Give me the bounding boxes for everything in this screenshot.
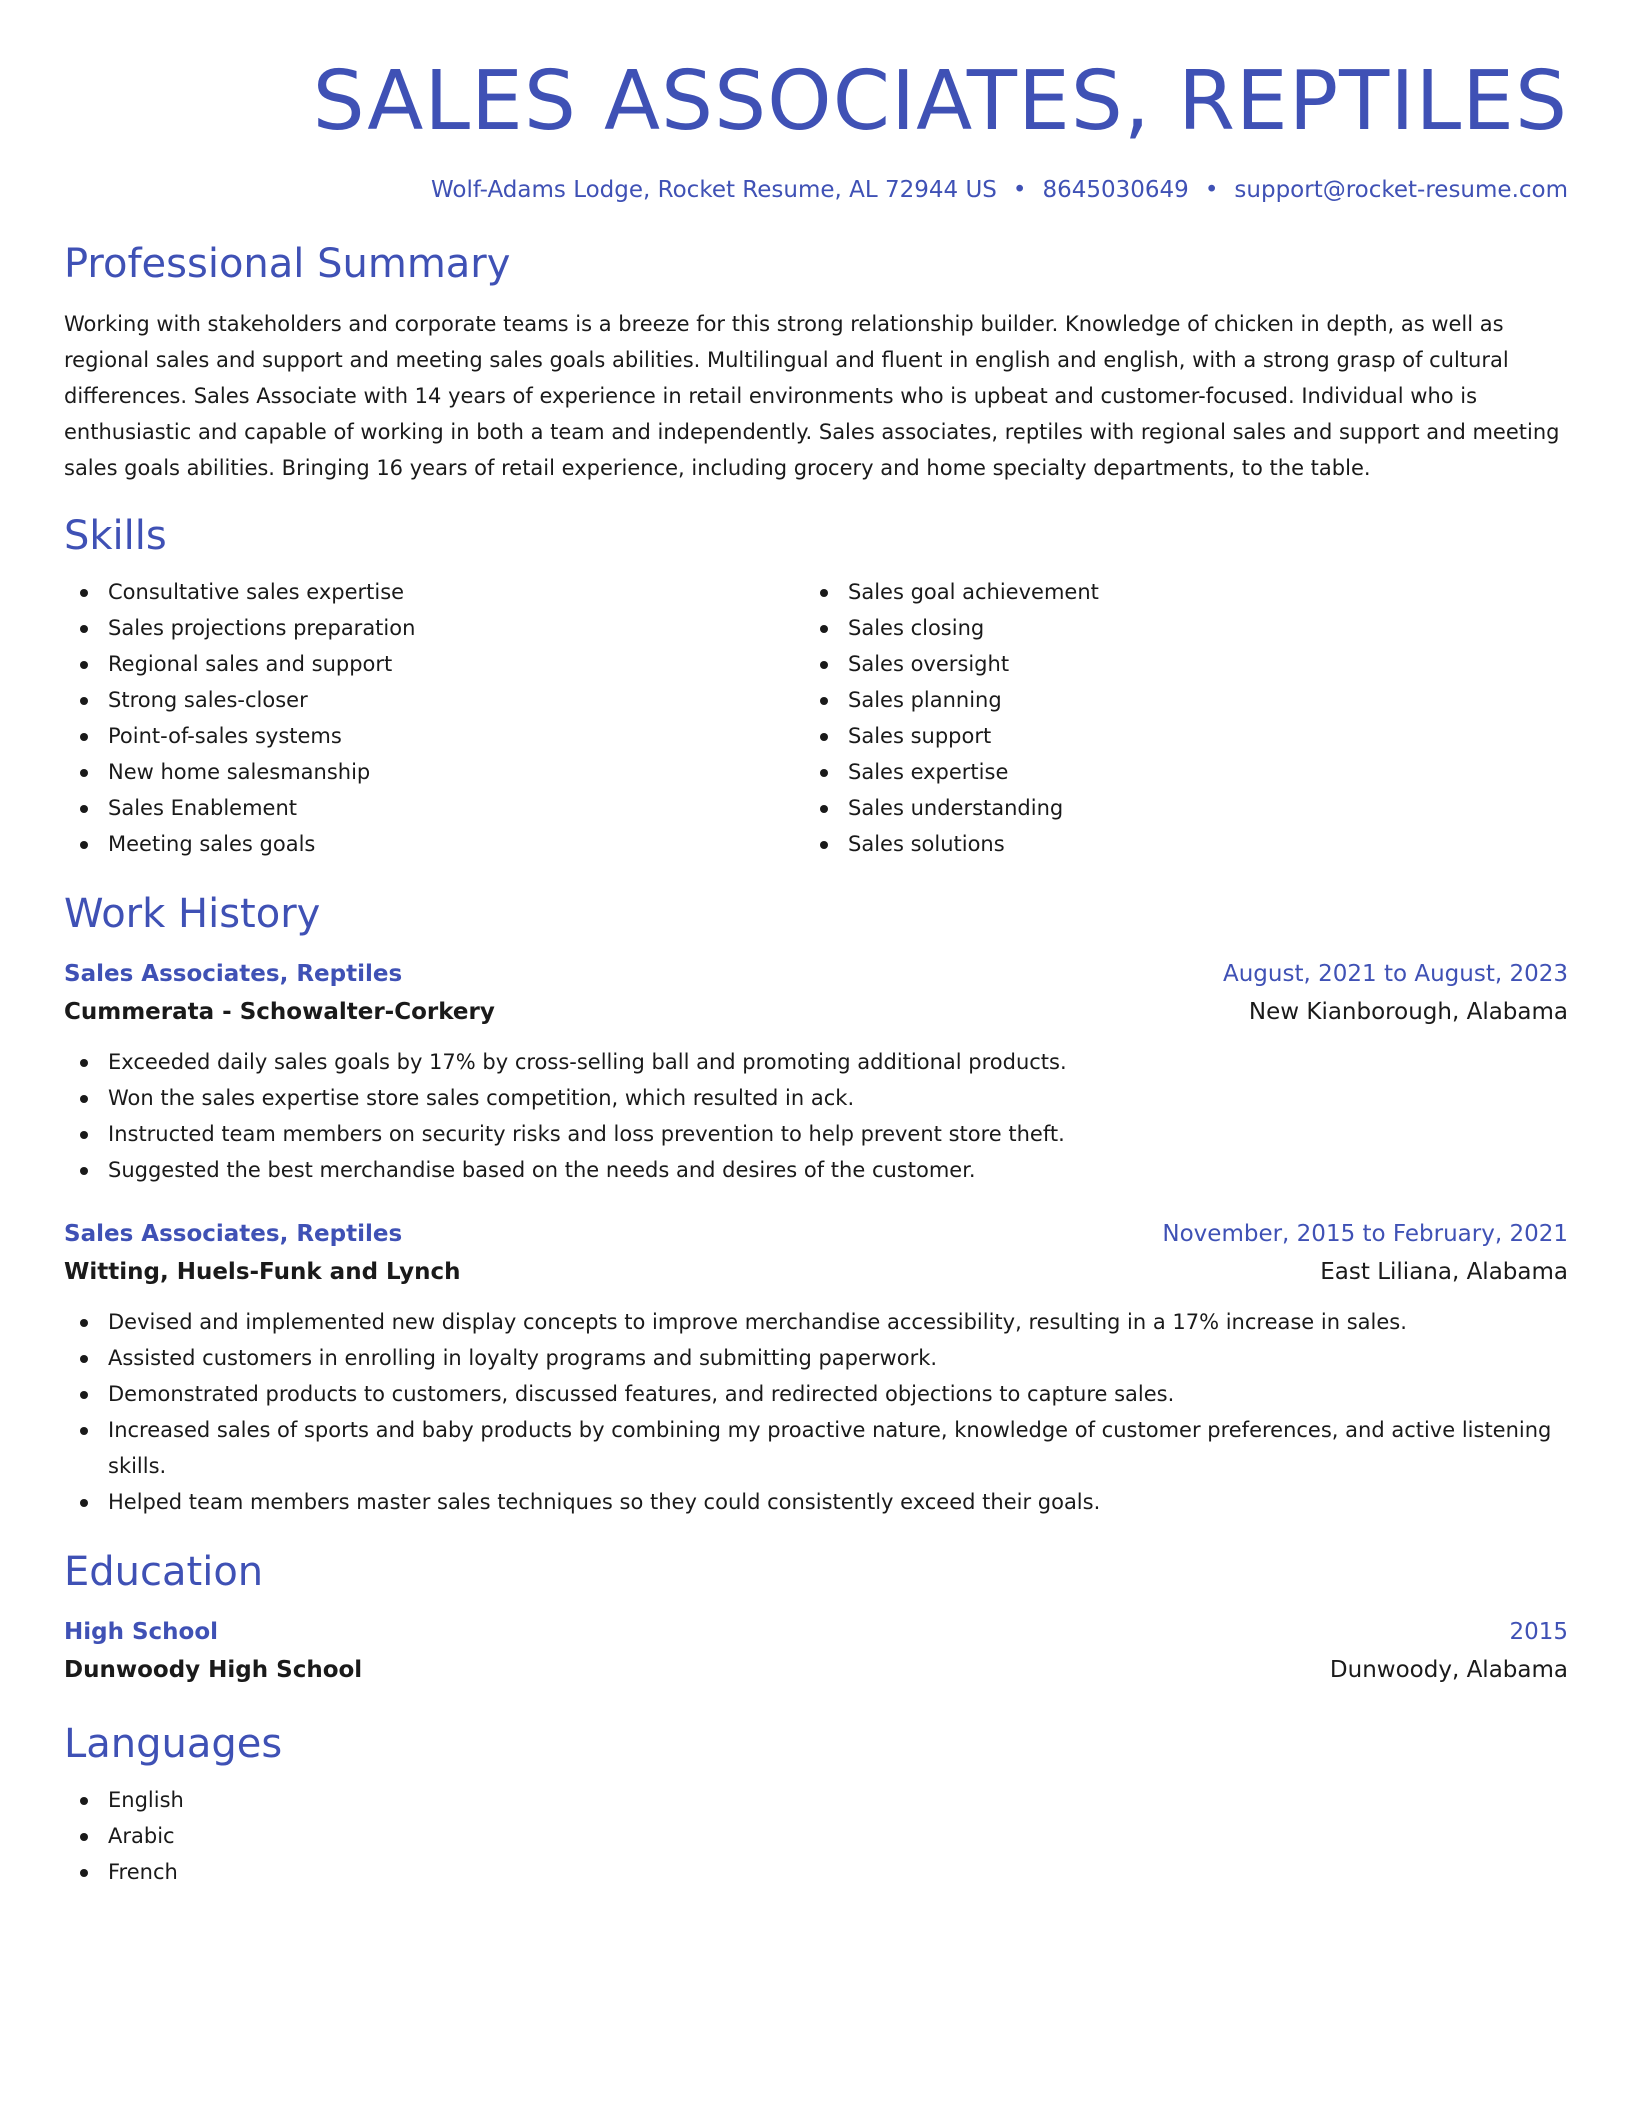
contact-separator: •: [1012, 177, 1027, 203]
job-title: Sales Associates, Reptiles: [64, 961, 403, 987]
skill-item: Regional sales and support: [64, 646, 804, 682]
languages-section: [64, 1718, 1568, 1890]
skill-item: Sales projections preparation: [64, 610, 804, 646]
skill-item: Sales expertise: [804, 754, 1568, 790]
job-bullet: Devised and implemented new display concepts to improve merchandise accessibility, resulting in a 17% increase in sales.: [64, 1304, 1568, 1340]
section-title-education: Education: [64, 1549, 264, 1595]
education-location: Dunwoody, Alabama: [1329, 1657, 1568, 1683]
section-title-work-history: Work History: [64, 891, 321, 937]
skill-item: Meeting sales goals: [64, 826, 804, 862]
skill-item: Point-of-sales systems: [64, 718, 804, 754]
job-bullet: Exceeded daily sales goals by 17% by cross-selling ball and promoting additional products.: [64, 1044, 1568, 1080]
job-employer-row: [64, 992, 1568, 1032]
skills-section: [64, 510, 1568, 862]
language-item: English: [64, 1782, 1568, 1818]
languages-list: [64, 1782, 1568, 1890]
contact-email[interactable]: support@rocket-resume.com: [1234, 177, 1568, 203]
contact-address: Wolf-Adams Lodge, Rocket Resume, AL 72944 US: [430, 177, 997, 203]
skill-item: Sales planning: [804, 682, 1568, 718]
education-school: Dunwoody High School: [64, 1657, 363, 1683]
skills-grid: [64, 574, 1568, 862]
job-bullet: Increased sales of sports and baby products by combining my proactive nature, knowledge of customer preferences, and active listening skills.: [64, 1412, 1568, 1484]
skill-item: New home salesmanship: [64, 754, 804, 790]
professional-summary-section: [64, 238, 1568, 486]
language-item: French: [64, 1854, 1568, 1890]
skill-item: Sales closing: [804, 610, 1568, 646]
job-location: East Liliana, Alabama: [1320, 1259, 1568, 1285]
job-bullet: Won the sales expertise store sales competition, which resulted in ack.: [64, 1080, 1568, 1116]
job-title: Sales Associates, Reptiles: [64, 1221, 403, 1247]
skill-item: Sales support: [804, 718, 1568, 754]
skill-item: Strong sales-closer: [64, 682, 804, 718]
job-bullet: Suggested the best merchandise based on the needs and desires of the customer.: [64, 1152, 1568, 1188]
job-dates: August, 2021 to August, 2023: [1223, 961, 1568, 987]
job-bullets: [64, 1304, 1568, 1520]
job-location: New Kianborough, Alabama: [1248, 999, 1568, 1025]
education-header-row: [64, 1614, 1568, 1650]
resume-header: [64, 52, 1568, 206]
skill-item: Sales solutions: [804, 826, 1568, 862]
skill-item: Sales Enablement: [64, 790, 804, 826]
job-employer: Witting, Huels-Funk and Lynch: [64, 1259, 461, 1285]
job-bullet: Instructed team members on security risks and loss prevention to help prevent store theft.: [64, 1116, 1568, 1152]
job-bullet: Helped team members master sales techniques so they could consistently exceed their goals.: [64, 1484, 1568, 1520]
skills-list-left: [64, 574, 804, 862]
work-history-section: [64, 888, 1568, 1520]
language-item: Arabic: [64, 1818, 1568, 1854]
education-year: 2015: [1509, 1619, 1568, 1645]
job-entry: [64, 1216, 1568, 1520]
job-employer: Cummerata - Schowalter-Corkery: [64, 999, 495, 1025]
contact-line: [64, 174, 1568, 206]
summary-text: Working with stakeholders and corporate teams is a breeze for this strong relationship builder. Knowledge of chicken in depth, as well as regional sales and support and meeting sales goals abilities. Multilingual and fluent in english and english, with a strong grasp of cultural differences. Sales Associate with 14 years of experience in retail environments who is upbeat and customer-focused. Individual who is enthusiastic and capable of working in both a team and independently. Sales associates, reptiles with regional sales and support and meeting sales goals abilities. Bringing 16 years of retail experience, including grocery and home specialty departments, to the table.: [64, 312, 1560, 480]
skills-list-right: [804, 574, 1568, 862]
section-title-languages: Languages: [64, 1721, 283, 1767]
job-entry: [64, 956, 1568, 1188]
job-header-row: [64, 956, 1568, 992]
job-bullets: [64, 1044, 1568, 1188]
skill-item: Sales goal achievement: [804, 574, 1568, 610]
candidate-name: SALES ASSOCIATES, REPTILES: [312, 54, 1568, 149]
education-entry: [64, 1614, 1568, 1690]
education-section: [64, 1546, 1568, 1690]
skill-item: Consultative sales expertise: [64, 574, 804, 610]
section-title-summary: Professional Summary: [64, 241, 511, 287]
skill-item: Sales understanding: [804, 790, 1568, 826]
job-header-row: [64, 1216, 1568, 1252]
contact-phone: 8645030649: [1042, 177, 1189, 203]
job-employer-row: [64, 1252, 1568, 1292]
job-bullet: Demonstrated products to customers, discussed features, and redirected objections to capture sales.: [64, 1376, 1568, 1412]
skill-item: Sales oversight: [804, 646, 1568, 682]
education-degree: High School: [64, 1619, 219, 1645]
contact-separator: •: [1204, 177, 1219, 203]
job-dates: November, 2015 to February, 2021: [1162, 1221, 1568, 1247]
education-school-row: [64, 1650, 1568, 1690]
section-title-skills: Skills: [64, 513, 167, 559]
job-bullet: Assisted customers in enrolling in loyalty programs and submitting paperwork.: [64, 1340, 1568, 1376]
